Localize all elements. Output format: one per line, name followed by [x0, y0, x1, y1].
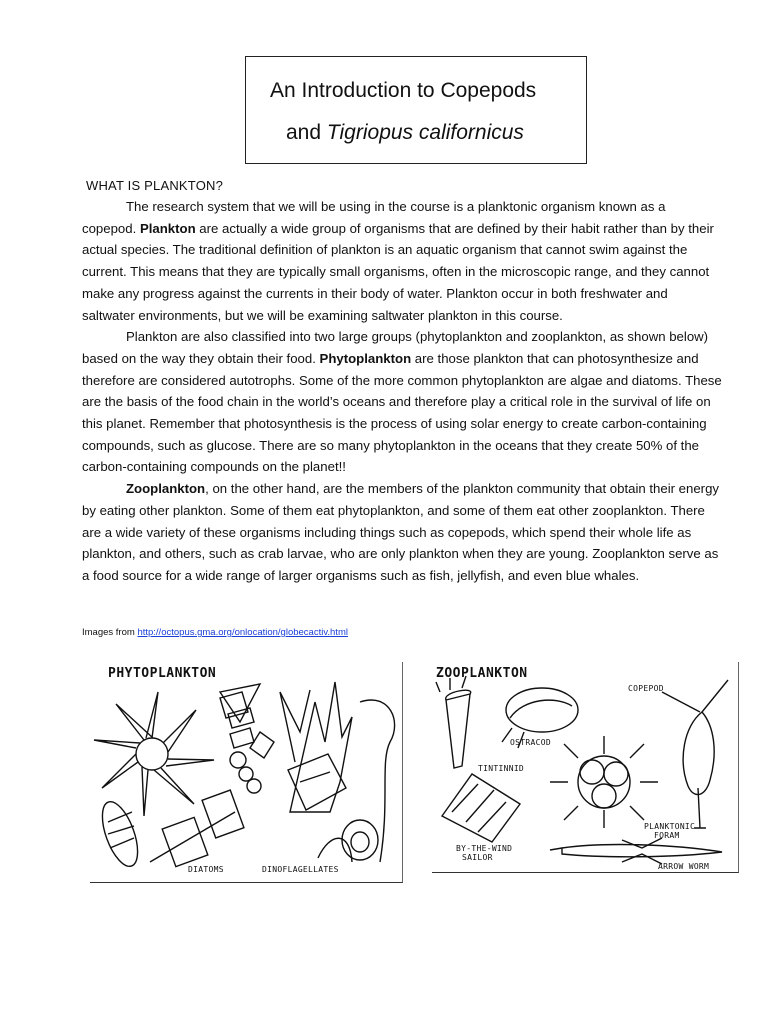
image-credit [82, 627, 348, 638]
credit-link[interactable]: http://octopus.gma.org/onlocation/globecactiv.html [137, 627, 348, 638]
phytoplankton-title: PHYTOPLANKTON [108, 666, 217, 681]
label-foram-1: PLANKTONIC [644, 822, 696, 831]
zooplankton-title: ZOOPLANKTON [436, 666, 528, 681]
label-copepod: COPEPOD [628, 684, 664, 693]
title-box [245, 56, 587, 164]
phytoplankton-drawing [90, 662, 402, 882]
term-plankton: Plankton [139, 220, 196, 236]
paragraph-2-text-b: are those plankton that can photosynthesize and therefore are considered autotrophs. Some of the more common phytoplankton are algae and diatoms. These are the basis of the food chain in the world’s oceans and therefore play a critical role in the survival of life on this planet. Remember that photosynthesis is the process of using solar energy to create carbon-containing compounds, such as glucose. There are so many phytoplankton in the oceans that they create 50% of the carbon-containing compounds on the planet!! [82, 350, 722, 475]
term-phytoplankton: Phytoplankton [319, 350, 412, 366]
label-diatoms: DIATOMS [188, 865, 224, 874]
label-foram-2: FORAM [654, 831, 680, 840]
label-tintinnid: TINTINNID [478, 764, 525, 773]
phytoplankton-illustration [90, 662, 403, 883]
paragraph-3 [82, 478, 722, 587]
body-text [82, 196, 722, 587]
paragraph-2-text-a: Plankton are also classified into two large groups (phytoplankton and zooplankton, as shown below) based on the way they obtain their food. [82, 329, 709, 366]
paragraph-3-text-b: , on the other hand, are the members of the plankton community that obtain their energy by eating other plankton. Some of them eat phytoplankton, and some of them eat other zooplankton. There are a wide variety of these organisms including things such as copepods, which spend their whole life as plankton, and others, such as crab larvae, who are only plankton when they are young. Zooplankton serve as a food source for a wide range of larger organisms such as fish, jellyfish, and even blue whales. [82, 481, 720, 583]
zooplankton-illustration [432, 662, 739, 873]
paragraph-1-text-b: are actually a wide group of organisms that are defined by their habit rather than by their actual species. The traditional definition of plankton is an aquatic organism that cannot swim against the current. This means that they are typically small organisms, often in the microscopic range, and they cannot make any progress against the currents in their body of water. Plankton occur in both freshwater and saltwater environments, but we will be examining saltwater plankton in this course. [82, 220, 714, 323]
title-line-2 [286, 121, 524, 145]
paragraph-2 [82, 326, 722, 478]
term-zooplankton: Zooplankton [126, 481, 206, 497]
title-prefix: and [286, 121, 327, 144]
paragraph-1 [82, 196, 722, 326]
credit-prefix: Images from [82, 627, 138, 638]
title-line-1: An Introduction to Copepods [270, 79, 537, 102]
paragraph-1-text-a: The research system that we will be using in the course is a planktonic organism known as a copepod. [82, 199, 666, 236]
species-name: Tigriopus californicus [326, 121, 524, 144]
label-arrow-worm: ARROW WORM [658, 862, 710, 871]
label-sailor-2: SAILOR [462, 853, 493, 862]
label-dinoflagellates: DINOFLAGELLATES [262, 865, 339, 874]
section-heading: WHAT IS PLANKTON? [86, 178, 224, 193]
label-ostracod: OSTRACOD [510, 738, 551, 747]
label-sailor-1: BY-THE-WIND [456, 844, 513, 853]
